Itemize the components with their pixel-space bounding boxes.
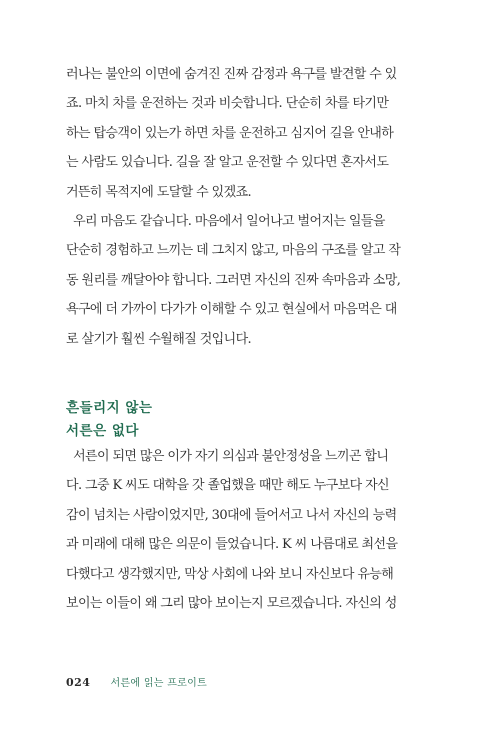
text-line: 동 원리를 깨달아야 합니다. 그러면 자신의 진짜 속마음과 소망, [66,272,401,288]
text-line: 로 살기가 훨씬 수월해질 것입니다. [66,331,252,347]
text-line: 감이 넘치는 사람이었지만, 30대에 들어서고 나서 자신의 능력 [66,507,397,523]
text-line: 죠. 마치 차를 운전하는 것과 비슷합니다. 단순히 차를 타기만 [66,96,389,112]
text-line: 과 미래에 대해 많은 의문이 들었습니다. K 씨 나름대로 최선을 [66,537,398,553]
text-line: 다했다고 생각했지만, 막상 사회에 나와 보니 자신보다 유능해 [66,566,394,582]
text-line: 거뜬히 목적지에 도달할 수 있겠죠. [66,184,252,200]
text-line: 러나는 불안의 이면에 숨겨진 진짜 감정과 욕구를 발견할 수 있 [66,67,397,82]
text-line: 보이는 이들이 왜 그리 많아 보이는지 모르겠습니다. 자신의 성 [66,595,397,611]
text-line: 는 사람도 있습니다. 길을 잘 알고 운전할 수 있다면 혼자서도 [66,155,389,171]
section-heading-line2: 서른은 없다 [66,423,139,439]
page-number: 024 [66,676,91,689]
text-line: 다. 그중 K 씨도 대학을 갓 졸업했을 때만 해도 누구보다 자신 [66,478,390,494]
text-line: 우리 마음도 같습니다. 마음에서 일어나고 벌어지는 일들을 [66,213,385,229]
page-footer [66,674,207,689]
text-line: 하는 탑승객이 있는가 하면 차를 운전하고 심지어 길을 안내하 [66,125,394,141]
text-line: 서른이 되면 많은 이가 자기 의심과 불안정성을 느끼곤 합니 [66,449,389,464]
paragraph-block-top [66,60,431,354]
section-heading [66,397,152,443]
text-line: 단순히 경험하고 느끼는 데 그치지 않고, 마음의 구조를 알고 작 [66,243,401,259]
paragraph-block-bottom [66,442,431,618]
running-title: 서른에 읽는 프로이트 [110,678,208,689]
text-line: 욕구에 더 가까이 다가가 이해할 수 있고 현실에서 마음먹은 대 [66,302,397,318]
section-heading-line1: 흔들리지 않는 [66,400,153,416]
